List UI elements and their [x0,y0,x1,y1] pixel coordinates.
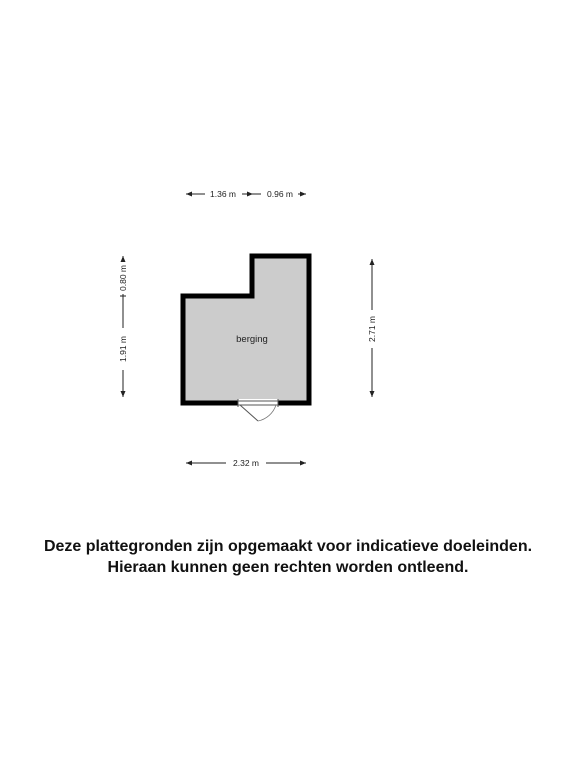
dim-label-left-lower: 1.91 m [118,336,128,362]
dimension-right [367,259,377,397]
room-label-berging: berging [236,334,268,345]
room-berging-outline [183,256,309,403]
disclaimer-line-1: Deze plattegronden zijn opgemaakt voor indicatieve doeleinden. [43,538,533,555]
door-leaf [240,405,258,421]
dim-label-left-upper: 0.80 m [118,265,128,291]
disclaimer [0,536,576,578]
dimension-left [118,256,128,397]
dim-label-bottom: 2.32 m [233,458,259,468]
dim-label-top-right: 0.96 m [267,189,293,199]
dim-label-top-left: 1.36 m [210,189,236,199]
dimension-top [186,189,306,199]
dimension-bottom [186,458,306,468]
door [238,399,278,421]
dim-label-right: 2.71 m [367,316,377,342]
door-swing-arc [258,405,276,421]
disclaimer-line-2: Hieraan kunnen geen rechten worden ontleend. [107,559,469,576]
